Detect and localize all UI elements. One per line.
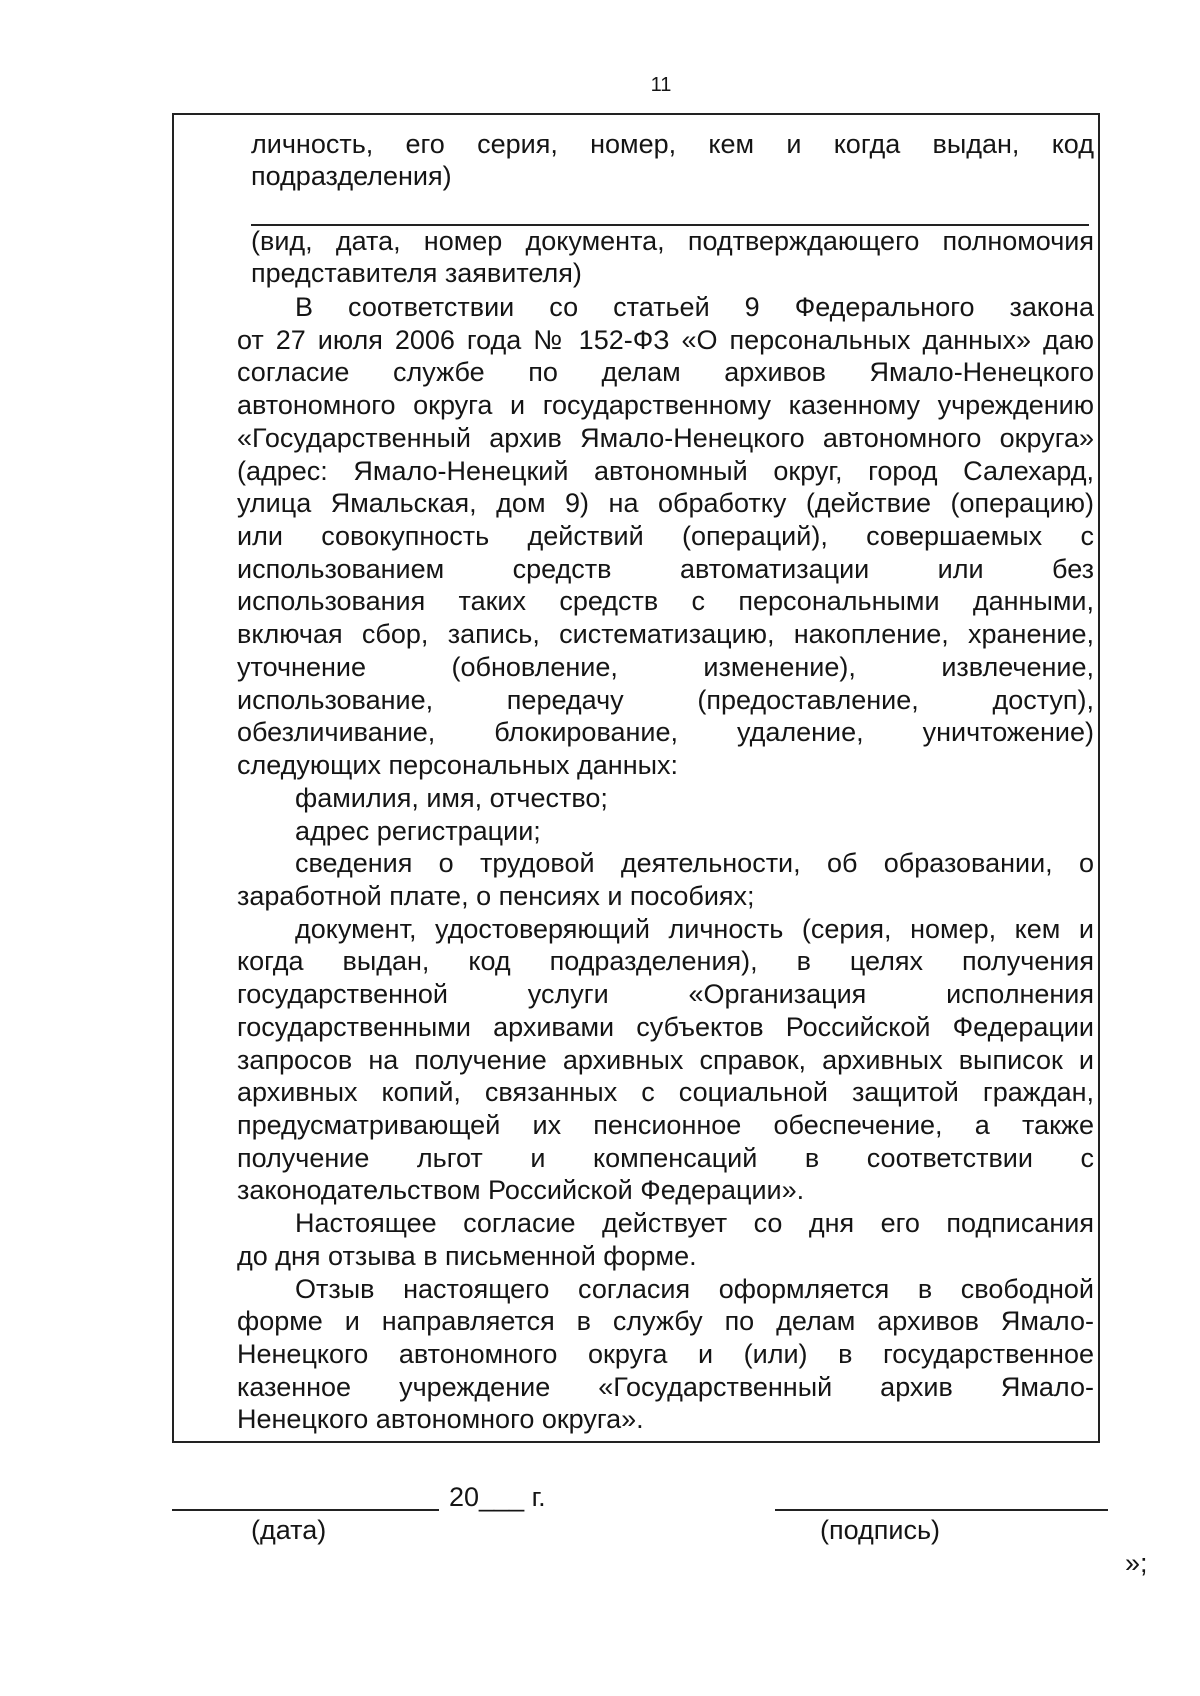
paragraph-line: предусматривающей их пенсионное обеспечение, а также <box>237 1109 1094 1140</box>
caption-line: подразделения) <box>251 160 452 191</box>
caption-line: личность, его серия, номер, кем и когда выдан, код <box>251 129 1094 159</box>
paragraph-line: до дня отзыва в письменной форме. <box>237 1240 697 1271</box>
closing-quote-mark: »; <box>1125 1548 1148 1578</box>
paragraph-line: заработной плате, о пенсиях и пособиях; <box>237 880 755 911</box>
paragraph <box>237 815 1094 848</box>
paragraph-line: запросов на получение архивных справок, архивных выписок и <box>237 1044 1094 1075</box>
paragraph-line: или совокупность действий (операций), совершаемых с <box>237 521 1094 552</box>
paragraph-line: документ, удостоверяющий личность (серия, номер, кем и <box>295 913 1094 944</box>
paragraph <box>237 913 1094 1207</box>
paragraph-line: от 27 июля 2006 года № 152-ФЗ «О персональных данных» даю <box>237 324 1094 355</box>
paragraph-line: казенное учреждение «Государственный архив Ямало- <box>237 1371 1094 1402</box>
paragraph-line: обезличивание, блокирование, удаление, уничтожение) <box>237 717 1094 748</box>
caption-line: представителя заявителя) <box>251 257 582 288</box>
date-caption: (дата) <box>251 1515 327 1545</box>
paragraph <box>237 1273 1094 1437</box>
paragraph-line: улица Ямальская, дом 9) на обработку (действие (операцию) <box>237 488 1094 519</box>
page-number: 11 <box>650 74 672 96</box>
paragraph-line: В соответствии со статьей 9 Федерального закона <box>295 292 1094 322</box>
paragraph-line: использования таких средств с персональными данными, <box>237 586 1094 617</box>
consent-text <box>237 291 1094 1436</box>
paragraph-line: адрес регистрации; <box>295 815 541 846</box>
paragraph-line: согласие службе по делам архивов Ямало-Ненецкого <box>237 357 1094 388</box>
paragraph-line: следующих персональных данных: <box>237 750 679 781</box>
paragraph-line: использованием средств автоматизации или без <box>237 553 1094 584</box>
signature-blank-line <box>775 1509 1108 1511</box>
paragraph-line: когда выдан, код подразделения), в целях получения <box>237 946 1094 977</box>
paragraph <box>237 291 1094 782</box>
applicant-id-document-caption <box>251 129 1094 192</box>
paragraph-line: получение льгот и компенсаций в соответствии с <box>237 1142 1094 1173</box>
paragraph-line: государственной услуги «Организация исполнения <box>237 979 1094 1010</box>
paragraph-line: законодательством Российской Федерации». <box>237 1175 805 1206</box>
date-blank-line <box>172 1509 439 1511</box>
paragraph-line: Ненецкого автономного округа». <box>237 1404 644 1435</box>
paragraph-line: включая сбор, запись, систематизацию, накопление, хранение, <box>237 619 1094 650</box>
paragraph-line: Отзыв настоящего согласия оформляется в свободной <box>295 1273 1094 1304</box>
paragraph-line: государственными архивами субъектов Российской Федерации <box>237 1011 1094 1042</box>
paragraph-line: форме и направляется в службу по делам архивов Ямало- <box>237 1306 1094 1337</box>
consent-form-box <box>172 113 1100 1443</box>
paragraph-line: уточнение (обновление, изменение), извлечение, <box>237 651 1094 682</box>
paragraph <box>237 1207 1094 1272</box>
paragraph-line: использование, передачу (предоставление, доступ), <box>237 684 1094 715</box>
paragraph <box>237 782 1094 815</box>
paragraph-line: «Государственный архив Ямало-Ненецкого автономного округа» <box>237 422 1094 453</box>
paragraph <box>237 847 1094 912</box>
paragraph-line: Ненецкого автономного округа и (или) в государственное <box>237 1339 1094 1369</box>
paragraph-line: сведения о трудовой деятельности, об образовании, о <box>295 848 1094 879</box>
paragraph-line: архивных копий, связанных с социальной защитой граждан, <box>237 1077 1094 1108</box>
paragraph-line: автономного округа и государственному казенному учреждению <box>237 390 1094 421</box>
paragraph-line: фамилия, имя, отчество; <box>295 782 608 813</box>
date-year: 20___ г. <box>449 1482 546 1512</box>
caption-line: (вид, дата, номер документа, подтверждающего полномочия <box>251 226 1094 256</box>
signature-caption: (подпись) <box>820 1515 941 1545</box>
representative-authority-caption <box>251 226 1094 289</box>
paragraph-line: Настоящее согласие действует со дня его подписания <box>295 1208 1094 1239</box>
paragraph-line: (адрес: Ямало-Ненецкий автономный округ, город Салехард, <box>237 455 1094 486</box>
